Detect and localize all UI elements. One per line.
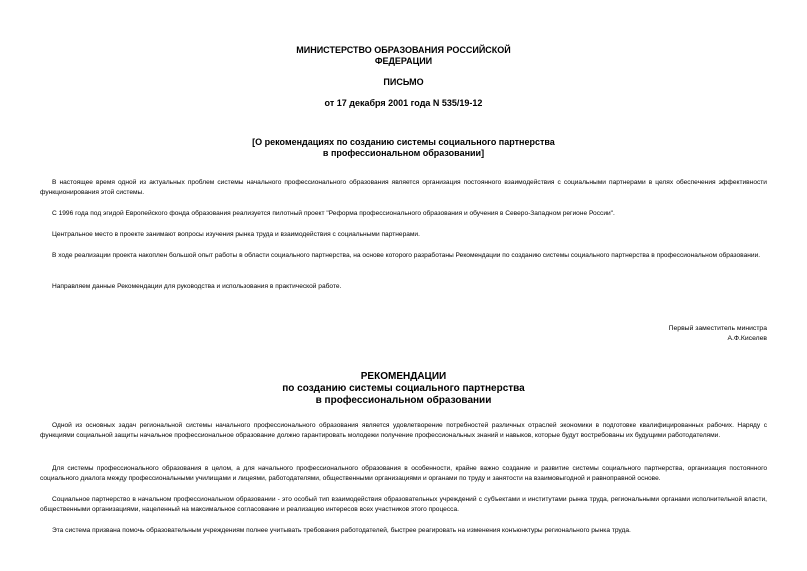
recommendations-paragraph: Для системы профессионального образования в целом, а для начального профессионального образования в особенности, крайне важно создание и развитие системы социального партнерства, организация постоянного социального диалога между профессиональными училищами и лицеями, работодателями, общественными организациями и органами по труду и занятости на взаимовыгодной и равноправной основе. [40,465,767,482]
letter-subject [0,137,807,159]
recommendations-subtitle-line-1: по созданию системы социального партнерства [282,383,525,394]
document-date-number: от 17 декабря 2001 года N 535/19-12 [324,98,483,108]
ministry-heading [0,45,807,67]
subject-line-2: в профессиональном образовании] [322,148,485,158]
recommendations-paragraph: Одной из основных задач региональной системы начального профессионального образования является удовлетворение потребностей различных отраслей экономики в подготовке квалифицированных рабочих. Наряду с функциями социальной защиты начальное профессиональное образование должно гарантировать молодежи получение профессиональных знаний и навыков, которые будут востребованы их будущими работодателями. [40,422,767,439]
letter-paragraph: С 1996 года под эгидой Европейского фонда образования реализуется пилотный проект "Реформа профессионального образования и обучения в Северо-Западном регионе России". [52,210,615,217]
letter-paragraph: В настоящее время одной из актуальных проблем системы начального профессионального образования является организация постоянного взаимодействия с социальными партнерами в целях обеспечения эффективности функционирования этой системы. [40,179,767,196]
ministry-line-1: МИНИСТЕРСТВО ОБРАЗОВАНИЯ РОССИЙСКОЙ [296,45,511,55]
ministry-line-2: ФЕДЕРАЦИИ [374,56,433,66]
recommendations-title: РЕКОМЕНДАЦИИ [360,371,447,382]
recommendations-subtitle-line-2: в профессиональном образовании [315,395,492,406]
letter-paragraph: Центральное место в проекте занимают вопросы изучения рынка труда и взаимодействия с социальными партнерами. [52,231,420,238]
document-type: ПИСЬМО [383,77,424,87]
recommendations-paragraph: Эта система призвана помочь образовательным учреждениям полнее учитывать требования работодателей, быстрее реагировать на изменения конъюнктуры регионального рынка труда. [52,527,631,534]
subject-line-1: [О рекомендациях по созданию системы социального партнерства [252,137,555,147]
signature-title: Первый заместитель министра [668,325,767,332]
letter-paragraph: Направляем данные Рекомендации для руководства и использования в практической работе. [52,283,342,290]
signature-block [567,324,767,344]
recommendations-heading [0,371,807,407]
letter-paragraph: В ходе реализации проекта накоплен большой опыт работы в области социального партнерства, на основе которого разработаны Рекомендации по созданию системы социального партнерства в профессиональном образовании. [52,252,761,259]
signature-name: А.Ф.Киселев [727,335,767,342]
recommendations-paragraph: Социальное партнерство в начальном профессиональном образовании - это особый тип взаимодействия образовательных учреждений с субъектами и институтами рынка труда, региональными органами исполнительной власти, общественными организациями, нацеленный на максимальное согласование и реализацию интересов всех участников этого процесса. [40,496,767,513]
